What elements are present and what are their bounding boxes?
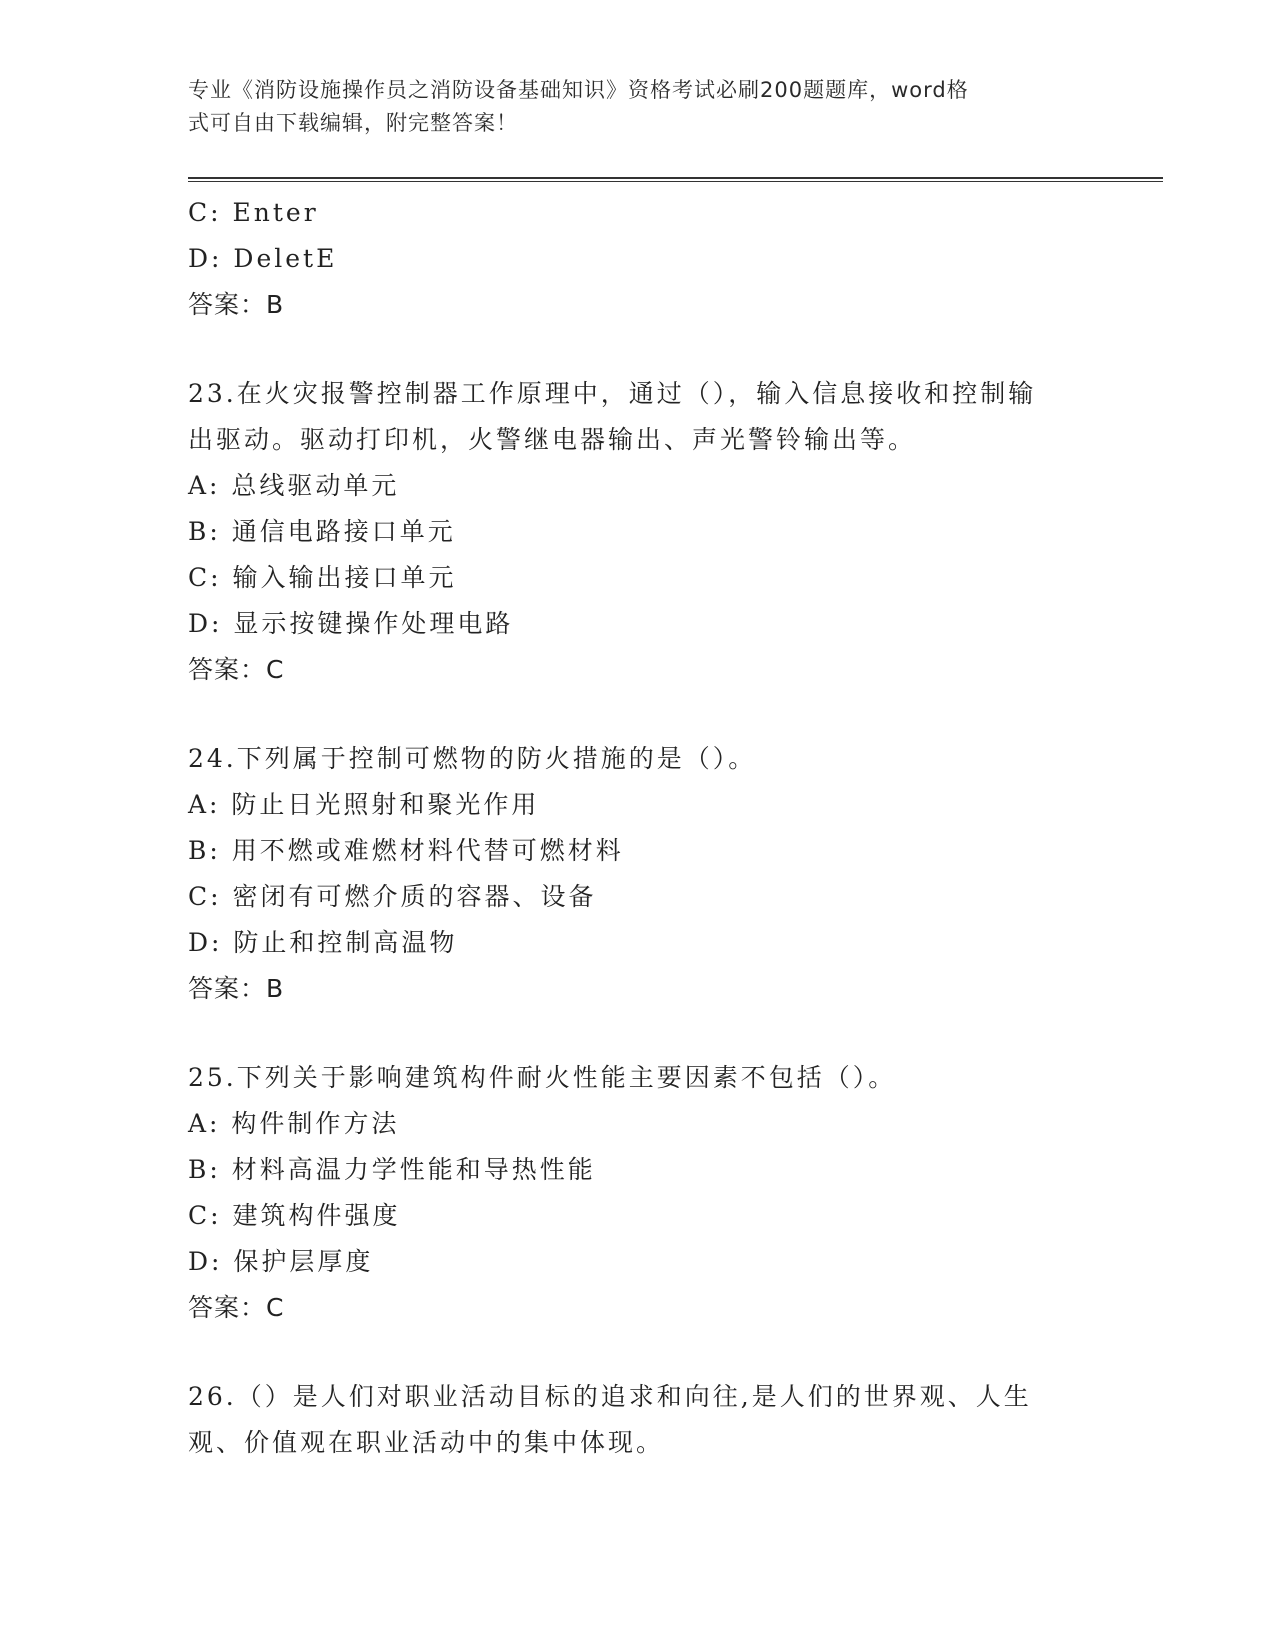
option-b: B: 材料高温力学性能和导热性能 xyxy=(188,1155,596,1184)
header-divider xyxy=(188,177,1163,182)
header-line-1: 专业《消防设施操作员之消防设备基础知识》资格考试必刷200题题库，word格 xyxy=(188,78,969,102)
answer: 答案：B xyxy=(188,290,285,319)
option-d: D: 防止和控制高温物 xyxy=(188,928,458,957)
question-stem-line-2: 观、价值观在职业活动中的集中体现。 xyxy=(188,1428,665,1457)
option-a: A: 总线驱动单元 xyxy=(188,471,400,500)
question-stem-line-2: 出驱动。驱动打印机，火警继电器输出、声光警铃输出等。 xyxy=(188,425,917,454)
answer: 答案：C xyxy=(188,1293,285,1322)
answer: 答案：C xyxy=(188,655,285,684)
question-stem-line-1: 26.（）是人们对职业活动目标的追求和向往,是人们的世界观、人生 xyxy=(188,1382,1032,1411)
question-stem-line-1: 24.下列属于控制可燃物的防火措施的是（）。 xyxy=(188,744,757,773)
option-a: A: 防止日光照射和聚光作用 xyxy=(188,790,540,819)
option-c: C: 密闭有可燃介质的容器、设备 xyxy=(188,882,597,911)
question-24 xyxy=(188,736,1088,1012)
option-b: B: 通信电路接口单元 xyxy=(188,517,456,546)
option-a: A: 构件制作方法 xyxy=(188,1109,400,1138)
question-22-tail xyxy=(188,190,1088,328)
option-c: C: 建筑构件强度 xyxy=(188,1201,401,1230)
question-list xyxy=(188,190,1088,1466)
option-b: B: 用不燃或难燃材料代替可燃材料 xyxy=(188,836,624,865)
question-stem-line-1: 25.下列关于影响建筑构件耐火性能主要因素不包括（）。 xyxy=(188,1063,897,1092)
question-26 xyxy=(188,1374,1088,1466)
header-line-2: 式可自由下载编辑，附完整答案！ xyxy=(188,111,518,135)
document-header xyxy=(188,74,1068,140)
question-stem-line-1: 23.在火灾报警控制器工作原理中，通过（），输入信息接收和控制输 xyxy=(188,379,1037,408)
option-d: D: 保护层厚度 xyxy=(188,1247,374,1276)
option-d: D: 显示按键操作处理电路 xyxy=(188,609,514,638)
option-c: C: 输入输出接口单元 xyxy=(188,563,457,592)
question-25 xyxy=(188,1055,1088,1331)
answer: 答案：B xyxy=(188,974,285,1003)
question-23 xyxy=(188,371,1088,693)
option-d: D: DeletE xyxy=(188,244,338,273)
option-c: C: Enter xyxy=(188,198,319,227)
